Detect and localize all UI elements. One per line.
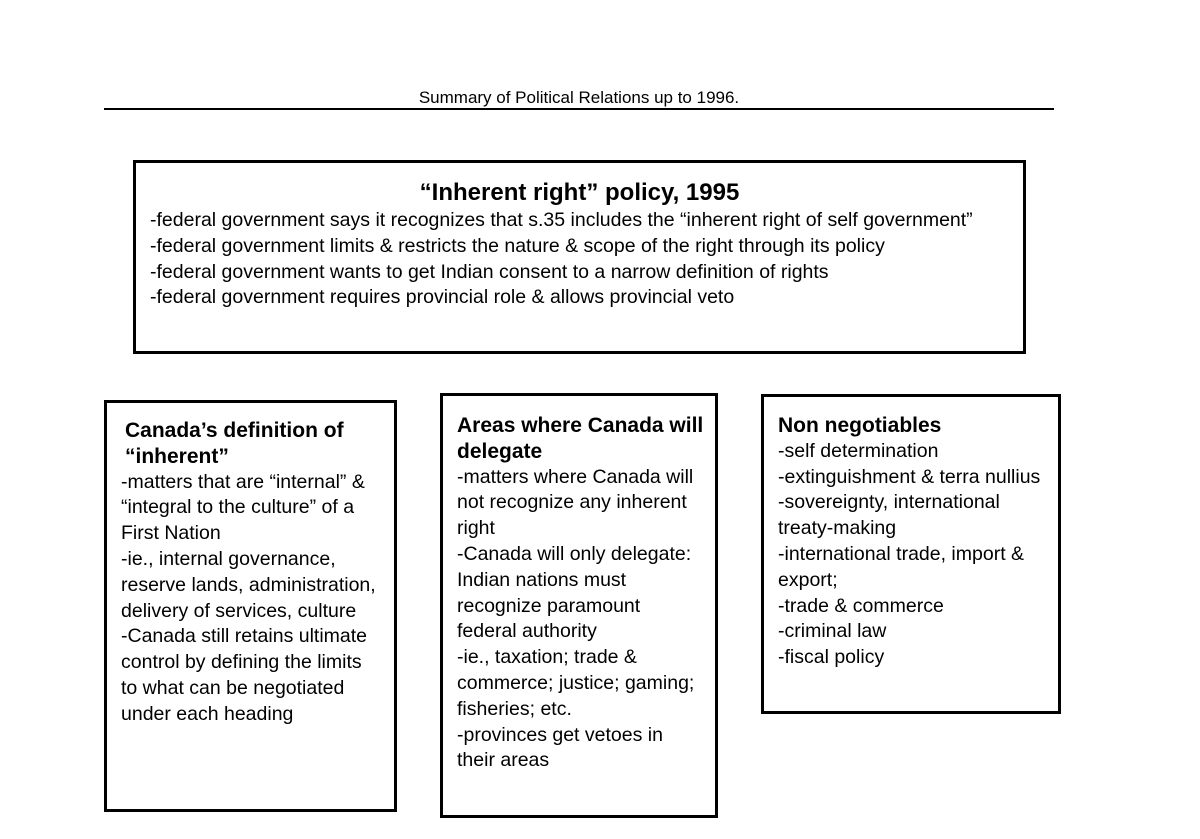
box-line: -matters where Canada will not recognize any inherent right	[457, 465, 694, 540]
inherent-right-policy-box	[133, 160, 1026, 354]
box-line: -federal government says it recognizes that s.35 includes the “inherent right of self government”	[150, 209, 973, 231]
box-line: -self determination	[778, 439, 939, 462]
box-title: Non negotiables	[778, 414, 942, 437]
page-title: Summary of Political Relations up to 1996.	[418, 88, 740, 107]
delegate-areas-box	[440, 393, 718, 818]
box-line: -trade & commerce	[778, 594, 944, 617]
box-line: -matters that are “internal” & “integral to the culture” of a First Nation	[121, 470, 365, 545]
box-line: -provinces get vetoes in their areas	[457, 723, 663, 772]
box-line: -sovereignty, international treaty-making	[778, 491, 1000, 540]
box-line: -federal government wants to get Indian consent to a narrow definition of rights	[150, 260, 829, 283]
box-line: -Canada still retains ultimate control by defining the limits to what can be negotiated under each heading	[121, 625, 368, 725]
non-negotiables-box	[761, 394, 1061, 714]
box-line: -Canada will only delegate: Indian nations must recognize paramount federal authority	[457, 542, 692, 643]
box-line: -fiscal policy	[778, 646, 885, 669]
box-title: “Inherent right” policy, 1995	[419, 179, 740, 206]
box-title: Canada’s definition of “inherent”	[125, 419, 344, 468]
header-rule	[104, 108, 1054, 110]
box-line: -federal government limits & restricts the nature & scope of the right through its policy	[150, 234, 885, 257]
box-title: Areas where Canada will delegate	[457, 414, 704, 463]
box-line: -extinguishment & terra nullius	[778, 465, 1041, 488]
box-line: -federal government requires provincial role & allows provincial veto	[150, 286, 735, 309]
box-line: -ie., taxation; trade & commerce; justice; gaming; fisheries; etc.	[457, 646, 695, 720]
box-line: -criminal law	[778, 620, 887, 643]
box-line: -ie., internal governance, reserve lands, administration, delivery of services, culture	[121, 547, 376, 622]
box-line: -international trade, import & export;	[778, 542, 1025, 591]
canada-definition-box	[104, 400, 397, 812]
